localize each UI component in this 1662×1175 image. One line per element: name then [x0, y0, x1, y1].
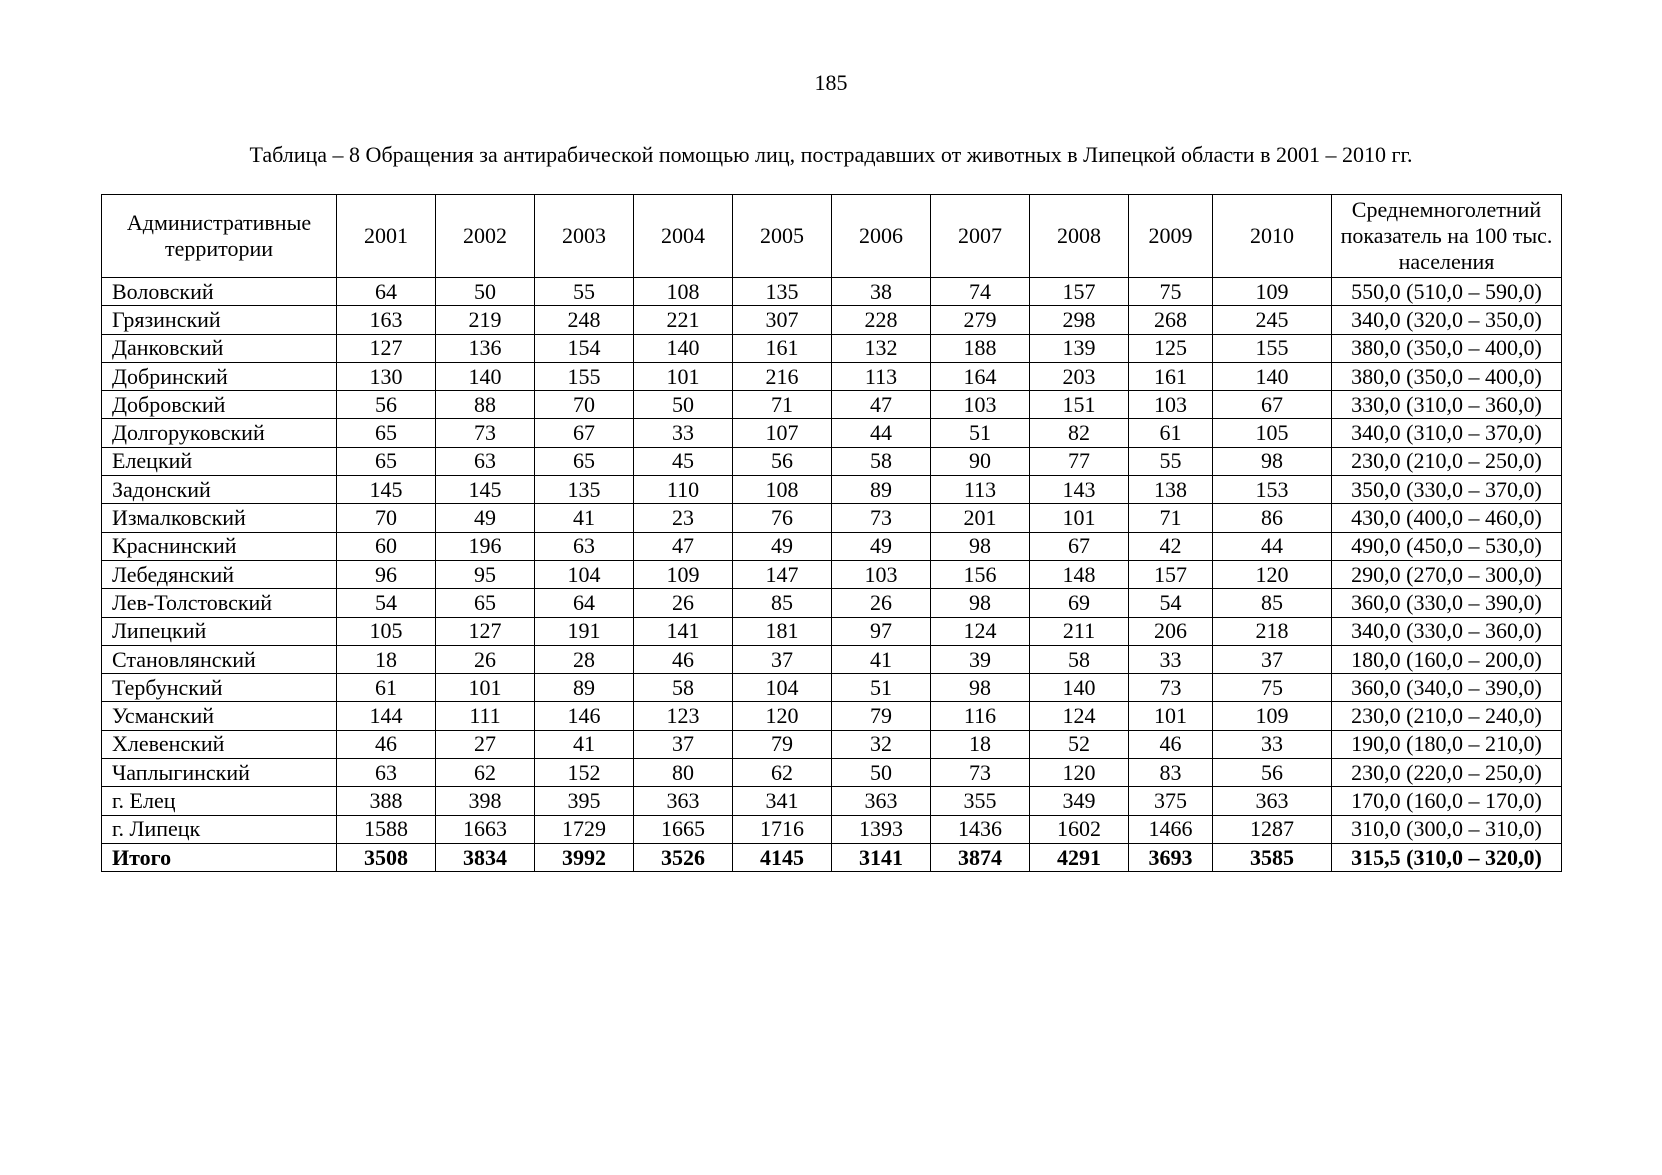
average-value: 290,0 (270,0 – 300,0): [1332, 560, 1562, 588]
average-value: 340,0 (320,0 – 350,0): [1332, 306, 1562, 334]
year-value: 75: [1129, 278, 1213, 306]
year-value: 109: [1213, 702, 1332, 730]
year-value: 211: [1030, 617, 1129, 645]
table-row: [102, 278, 1562, 306]
year-value: 63: [337, 759, 436, 787]
average-value: 170,0 (160,0 – 170,0): [1332, 787, 1562, 815]
year-value: 145: [337, 476, 436, 504]
year-value: 109: [1213, 278, 1332, 306]
header-year: 2009: [1129, 195, 1213, 278]
year-value: 96: [337, 560, 436, 588]
year-value: 4291: [1030, 843, 1129, 871]
header-year: 2010: [1213, 195, 1332, 278]
year-value: 79: [733, 730, 832, 758]
header-year: 2006: [832, 195, 931, 278]
year-value: 130: [337, 362, 436, 390]
average-value: 330,0 (310,0 – 360,0): [1332, 391, 1562, 419]
year-value: 26: [436, 645, 535, 673]
year-value: 1729: [535, 815, 634, 843]
table-row: [102, 815, 1562, 843]
year-value: 248: [535, 306, 634, 334]
year-value: 41: [535, 504, 634, 532]
year-value: 49: [733, 532, 832, 560]
year-value: 70: [337, 504, 436, 532]
year-value: 44: [832, 419, 931, 447]
year-value: 85: [1213, 589, 1332, 617]
year-value: 77: [1030, 447, 1129, 475]
year-value: 74: [931, 278, 1030, 306]
year-value: 138: [1129, 476, 1213, 504]
territory-name: Липецкий: [102, 617, 337, 645]
average-value: 430,0 (400,0 – 460,0): [1332, 504, 1562, 532]
year-value: 164: [931, 362, 1030, 390]
year-value: 141: [634, 617, 733, 645]
year-value: 144: [337, 702, 436, 730]
year-value: 50: [832, 759, 931, 787]
territory-name: Усманский: [102, 702, 337, 730]
year-value: 90: [931, 447, 1030, 475]
year-value: 1436: [931, 815, 1030, 843]
year-value: 45: [634, 447, 733, 475]
year-value: 42: [1129, 532, 1213, 560]
year-value: 120: [733, 702, 832, 730]
table-row: [102, 560, 1562, 588]
year-value: 65: [337, 447, 436, 475]
territory-name: Грязинский: [102, 306, 337, 334]
year-value: 46: [1129, 730, 1213, 758]
average-value: 550,0 (510,0 – 590,0): [1332, 278, 1562, 306]
territory-name: Задонский: [102, 476, 337, 504]
year-value: 70: [535, 391, 634, 419]
year-value: 279: [931, 306, 1030, 334]
header-year: 2007: [931, 195, 1030, 278]
year-value: 85: [733, 589, 832, 617]
year-value: 65: [436, 589, 535, 617]
year-value: 97: [832, 617, 931, 645]
year-value: 60: [337, 532, 436, 560]
year-value: 153: [1213, 476, 1332, 504]
year-value: 341: [733, 787, 832, 815]
year-value: 50: [634, 391, 733, 419]
header-year: 2001: [337, 195, 436, 278]
territory-name: Лебедянский: [102, 560, 337, 588]
year-value: 28: [535, 645, 634, 673]
territory-name: Хлевенский: [102, 730, 337, 758]
territory-name: Елецкий: [102, 447, 337, 475]
year-value: 3992: [535, 843, 634, 871]
territory-name: г. Липецк: [102, 815, 337, 843]
year-value: 135: [733, 278, 832, 306]
year-value: 69: [1030, 589, 1129, 617]
year-value: 157: [1129, 560, 1213, 588]
territory-name: Краснинский: [102, 532, 337, 560]
year-value: 89: [832, 476, 931, 504]
year-value: 71: [1129, 504, 1213, 532]
territory-name: Тербунский: [102, 674, 337, 702]
year-value: 375: [1129, 787, 1213, 815]
year-value: 355: [931, 787, 1030, 815]
average-value: 230,0 (220,0 – 250,0): [1332, 759, 1562, 787]
year-value: 103: [931, 391, 1030, 419]
year-value: 108: [634, 278, 733, 306]
table-row: [102, 334, 1562, 362]
year-value: 51: [832, 674, 931, 702]
year-value: 104: [535, 560, 634, 588]
year-value: 143: [1030, 476, 1129, 504]
header-year: 2002: [436, 195, 535, 278]
year-value: 161: [1129, 362, 1213, 390]
average-value: 490,0 (450,0 – 530,0): [1332, 532, 1562, 560]
year-value: 67: [1213, 391, 1332, 419]
year-value: 104: [733, 674, 832, 702]
year-value: 157: [1030, 278, 1129, 306]
year-value: 56: [1213, 759, 1332, 787]
average-value: 340,0 (330,0 – 360,0): [1332, 617, 1562, 645]
year-value: 298: [1030, 306, 1129, 334]
year-value: 4145: [733, 843, 832, 871]
year-value: 32: [832, 730, 931, 758]
year-value: 33: [634, 419, 733, 447]
year-value: 363: [634, 787, 733, 815]
year-value: 151: [1030, 391, 1129, 419]
year-value: 349: [1030, 787, 1129, 815]
table-row: [102, 617, 1562, 645]
year-value: 47: [634, 532, 733, 560]
year-value: 221: [634, 306, 733, 334]
year-value: 1466: [1129, 815, 1213, 843]
territory-name: Лев-Толстовский: [102, 589, 337, 617]
year-value: 201: [931, 504, 1030, 532]
average-value: 315,5 (310,0 – 320,0): [1332, 843, 1562, 871]
year-value: 44: [1213, 532, 1332, 560]
year-value: 89: [535, 674, 634, 702]
year-value: 101: [634, 362, 733, 390]
table-row: [102, 476, 1562, 504]
year-value: 146: [535, 702, 634, 730]
year-value: 139: [1030, 334, 1129, 362]
year-value: 50: [436, 278, 535, 306]
year-value: 82: [1030, 419, 1129, 447]
year-value: 71: [733, 391, 832, 419]
year-value: 145: [436, 476, 535, 504]
year-value: 196: [436, 532, 535, 560]
table-row: [102, 759, 1562, 787]
year-value: 64: [337, 278, 436, 306]
year-value: 37: [634, 730, 733, 758]
year-value: 216: [733, 362, 832, 390]
year-value: 52: [1030, 730, 1129, 758]
table-row: [102, 589, 1562, 617]
header-year: 2004: [634, 195, 733, 278]
year-value: 65: [337, 419, 436, 447]
year-value: 111: [436, 702, 535, 730]
table-row: [102, 419, 1562, 447]
average-value: 380,0 (350,0 – 400,0): [1332, 334, 1562, 362]
year-value: 188: [931, 334, 1030, 362]
year-value: 116: [931, 702, 1030, 730]
year-value: 47: [832, 391, 931, 419]
year-value: 75: [1213, 674, 1332, 702]
year-value: 56: [733, 447, 832, 475]
year-value: 26: [634, 589, 733, 617]
average-value: 310,0 (300,0 – 310,0): [1332, 815, 1562, 843]
year-value: 219: [436, 306, 535, 334]
year-value: 140: [1213, 362, 1332, 390]
header-year: 2003: [535, 195, 634, 278]
table-body: [102, 278, 1562, 872]
year-value: 65: [535, 447, 634, 475]
year-value: 140: [436, 362, 535, 390]
table-caption: Таблица – 8 Обращения за антирабической помощью лиц, пострадавших от животных в Липецкой области в 2001 – 2010 гг.: [249, 142, 1413, 167]
year-value: 63: [436, 447, 535, 475]
year-value: 3508: [337, 843, 436, 871]
year-value: 37: [733, 645, 832, 673]
year-value: 363: [832, 787, 931, 815]
header-year: 2005: [733, 195, 832, 278]
year-value: 67: [1030, 532, 1129, 560]
year-value: 155: [535, 362, 634, 390]
year-value: 101: [1030, 504, 1129, 532]
territory-name: Данковский: [102, 334, 337, 362]
year-value: 83: [1129, 759, 1213, 787]
year-value: 132: [832, 334, 931, 362]
total-row: [102, 843, 1562, 871]
year-value: 46: [337, 730, 436, 758]
year-value: 125: [1129, 334, 1213, 362]
average-value: 190,0 (180,0 – 210,0): [1332, 730, 1562, 758]
year-value: 1665: [634, 815, 733, 843]
year-value: 103: [1129, 391, 1213, 419]
year-value: 41: [535, 730, 634, 758]
year-value: 98: [931, 532, 1030, 560]
year-value: 73: [931, 759, 1030, 787]
year-value: 62: [436, 759, 535, 787]
year-value: 395: [535, 787, 634, 815]
year-value: 140: [634, 334, 733, 362]
territory-name: Добринский: [102, 362, 337, 390]
year-value: 41: [832, 645, 931, 673]
year-value: 245: [1213, 306, 1332, 334]
year-value: 109: [634, 560, 733, 588]
year-value: 140: [1030, 674, 1129, 702]
year-value: 3141: [832, 843, 931, 871]
table-row: [102, 674, 1562, 702]
territory-name: Добровский: [102, 391, 337, 419]
year-value: 18: [931, 730, 1030, 758]
average-value: 360,0 (330,0 – 390,0): [1332, 589, 1562, 617]
header-average: Среднемноголетний показатель на 100 тыс. населения: [1332, 195, 1562, 278]
year-value: 3693: [1129, 843, 1213, 871]
year-value: 61: [337, 674, 436, 702]
year-value: 88: [436, 391, 535, 419]
year-value: 76: [733, 504, 832, 532]
year-value: 63: [535, 532, 634, 560]
table-row: [102, 730, 1562, 758]
table-row: [102, 532, 1562, 560]
year-value: 120: [1213, 560, 1332, 588]
year-value: 3526: [634, 843, 733, 871]
average-value: 230,0 (210,0 – 250,0): [1332, 447, 1562, 475]
year-value: 39: [931, 645, 1030, 673]
average-value: 350,0 (330,0 – 370,0): [1332, 476, 1562, 504]
year-value: 1588: [337, 815, 436, 843]
year-value: 38: [832, 278, 931, 306]
year-value: 101: [1129, 702, 1213, 730]
header-row: [102, 195, 1562, 278]
table-row: [102, 362, 1562, 390]
year-value: 18: [337, 645, 436, 673]
table-row: [102, 306, 1562, 334]
year-value: 307: [733, 306, 832, 334]
year-value: 98: [931, 674, 1030, 702]
year-value: 105: [1213, 419, 1332, 447]
year-value: 33: [1213, 730, 1332, 758]
year-value: 218: [1213, 617, 1332, 645]
year-value: 80: [634, 759, 733, 787]
year-value: 113: [931, 476, 1030, 504]
table-row: [102, 391, 1562, 419]
year-value: 127: [436, 617, 535, 645]
year-value: 64: [535, 589, 634, 617]
average-value: 230,0 (210,0 – 240,0): [1332, 702, 1562, 730]
year-value: 152: [535, 759, 634, 787]
year-value: 27: [436, 730, 535, 758]
year-value: 54: [337, 589, 436, 617]
year-value: 181: [733, 617, 832, 645]
year-value: 67: [535, 419, 634, 447]
year-value: 101: [436, 674, 535, 702]
year-value: 51: [931, 419, 1030, 447]
average-value: 360,0 (340,0 – 390,0): [1332, 674, 1562, 702]
year-value: 58: [832, 447, 931, 475]
year-value: 191: [535, 617, 634, 645]
year-value: 124: [931, 617, 1030, 645]
year-value: 3585: [1213, 843, 1332, 871]
year-value: 105: [337, 617, 436, 645]
header-territory: Административные территории: [102, 195, 337, 278]
year-value: 58: [1030, 645, 1129, 673]
year-value: 147: [733, 560, 832, 588]
total-label: Итого: [102, 843, 337, 871]
year-value: 107: [733, 419, 832, 447]
territory-name: г. Елец: [102, 787, 337, 815]
page-number: 185: [814, 70, 848, 95]
year-value: 3834: [436, 843, 535, 871]
table-row: [102, 447, 1562, 475]
year-value: 156: [931, 560, 1030, 588]
year-value: 61: [1129, 419, 1213, 447]
year-value: 108: [733, 476, 832, 504]
table-row: [102, 787, 1562, 815]
year-value: 58: [634, 674, 733, 702]
table-row: [102, 702, 1562, 730]
year-value: 388: [337, 787, 436, 815]
year-value: 268: [1129, 306, 1213, 334]
year-value: 136: [436, 334, 535, 362]
average-value: 380,0 (350,0 – 400,0): [1332, 362, 1562, 390]
year-value: 127: [337, 334, 436, 362]
year-value: 73: [1129, 674, 1213, 702]
year-value: 56: [337, 391, 436, 419]
year-value: 103: [832, 560, 931, 588]
table-row: [102, 645, 1562, 673]
year-value: 49: [832, 532, 931, 560]
year-value: 161: [733, 334, 832, 362]
year-value: 55: [535, 278, 634, 306]
year-value: 398: [436, 787, 535, 815]
year-value: 37: [1213, 645, 1332, 673]
year-value: 33: [1129, 645, 1213, 673]
territory-name: Становлянский: [102, 645, 337, 673]
year-value: 86: [1213, 504, 1332, 532]
year-value: 206: [1129, 617, 1213, 645]
year-value: 95: [436, 560, 535, 588]
year-value: 148: [1030, 560, 1129, 588]
year-value: 79: [832, 702, 931, 730]
year-value: 1393: [832, 815, 931, 843]
year-value: 1287: [1213, 815, 1332, 843]
territory-name: Измалковский: [102, 504, 337, 532]
year-value: 98: [931, 589, 1030, 617]
year-value: 23: [634, 504, 733, 532]
year-value: 55: [1129, 447, 1213, 475]
year-value: 49: [436, 504, 535, 532]
year-value: 135: [535, 476, 634, 504]
year-value: 26: [832, 589, 931, 617]
average-value: 340,0 (310,0 – 370,0): [1332, 419, 1562, 447]
year-value: 73: [832, 504, 931, 532]
year-value: 110: [634, 476, 733, 504]
territory-name: Воловский: [102, 278, 337, 306]
year-value: 98: [1213, 447, 1332, 475]
territory-name: Долгоруковский: [102, 419, 337, 447]
year-value: 203: [1030, 362, 1129, 390]
year-value: 154: [535, 334, 634, 362]
year-value: 155: [1213, 334, 1332, 362]
year-value: 113: [832, 362, 931, 390]
year-value: 73: [436, 419, 535, 447]
average-value: 180,0 (160,0 – 200,0): [1332, 645, 1562, 673]
year-value: 228: [832, 306, 931, 334]
year-value: 123: [634, 702, 733, 730]
year-value: 363: [1213, 787, 1332, 815]
header-year: 2008: [1030, 195, 1129, 278]
year-value: 1602: [1030, 815, 1129, 843]
year-value: 1663: [436, 815, 535, 843]
year-value: 163: [337, 306, 436, 334]
year-value: 62: [733, 759, 832, 787]
data-table: [101, 194, 1562, 872]
year-value: 1716: [733, 815, 832, 843]
territory-name: Чаплыгинский: [102, 759, 337, 787]
table-row: [102, 504, 1562, 532]
year-value: 54: [1129, 589, 1213, 617]
year-value: 46: [634, 645, 733, 673]
year-value: 124: [1030, 702, 1129, 730]
year-value: 120: [1030, 759, 1129, 787]
year-value: 3874: [931, 843, 1030, 871]
